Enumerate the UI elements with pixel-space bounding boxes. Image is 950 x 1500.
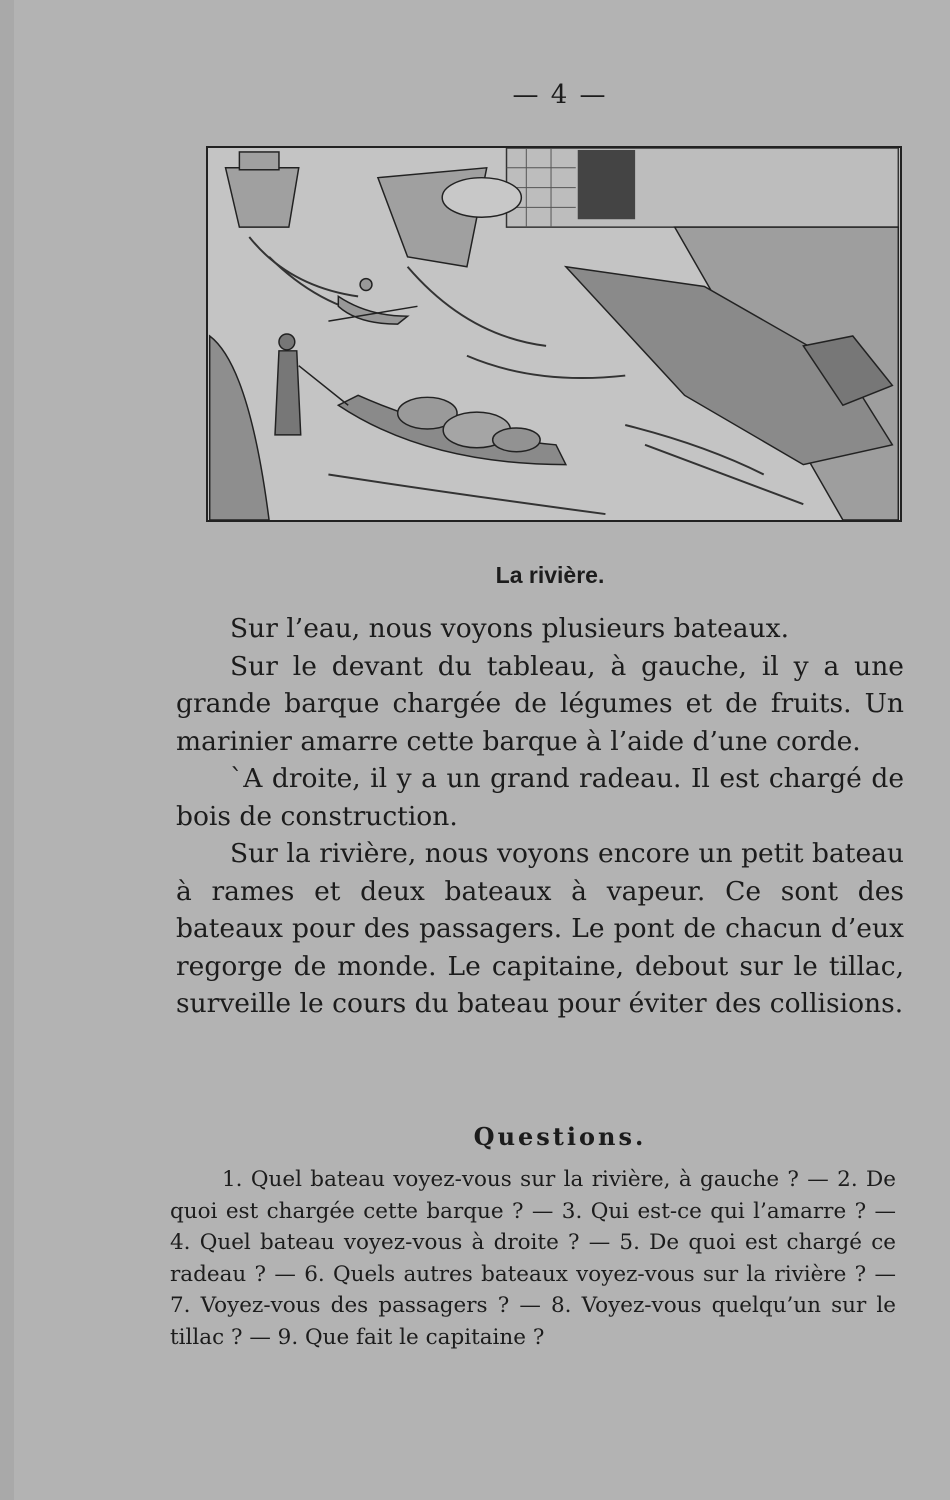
paragraph: Sur le devant du tableau, à gauche, il y a une grande barque chargée de légumes et de fruits. Un marinier amarre cette barque à l’aide d’une corde. [176,650,904,757]
vegetable-barge [338,395,566,464]
bridge-arch [578,150,635,219]
river-drawing [208,148,900,520]
lesson-title: La rivière. [495,562,605,588]
steamboat-center [378,168,521,267]
questions-heading: Questions. [473,1122,647,1151]
river-illustration [206,146,902,522]
lesson-body [176,610,904,1023]
paragraph: Sur l’eau, nous voyons plusieurs bateaux. [230,613,790,644]
page-number: — 4 — [512,80,608,110]
paragraph: `A droite, il y a un grand radeau. Il est chargé de bois de construction. [176,763,904,832]
paragraph: Sur la rivière, nous voyons encore un petit bateau à rames et deux bateaux à vapeur. Ce sont des bateaux pour des passagers. Le pont de chacun d’eux regorge de monde. Le capitaine, debout sur le tillac, surveille le cours du bateau pour éviter des collisions. [176,838,904,1019]
rowboat [328,279,417,325]
steamboat-left [226,152,299,227]
questions-list: 1. Quel bateau voyez-vous sur la rivière, à gauche ? — 2. De quoi est chargée cette barque ? — 3. Qui est-ce qui l’amarre ? — 4. Quel bateau voyez-vous à droite ? — 5. De quoi est chargé ce radeau ? — 6. Quels autres bateaux voyez-vous sur la rivière ? — 7. Voyez-vous des passagers ? — 8. Voyez-vous quelqu’un sur le tillac ? — 9. Que fait le capitaine ? [170,1167,896,1350]
boatman [275,334,348,435]
left-bank [210,336,269,520]
